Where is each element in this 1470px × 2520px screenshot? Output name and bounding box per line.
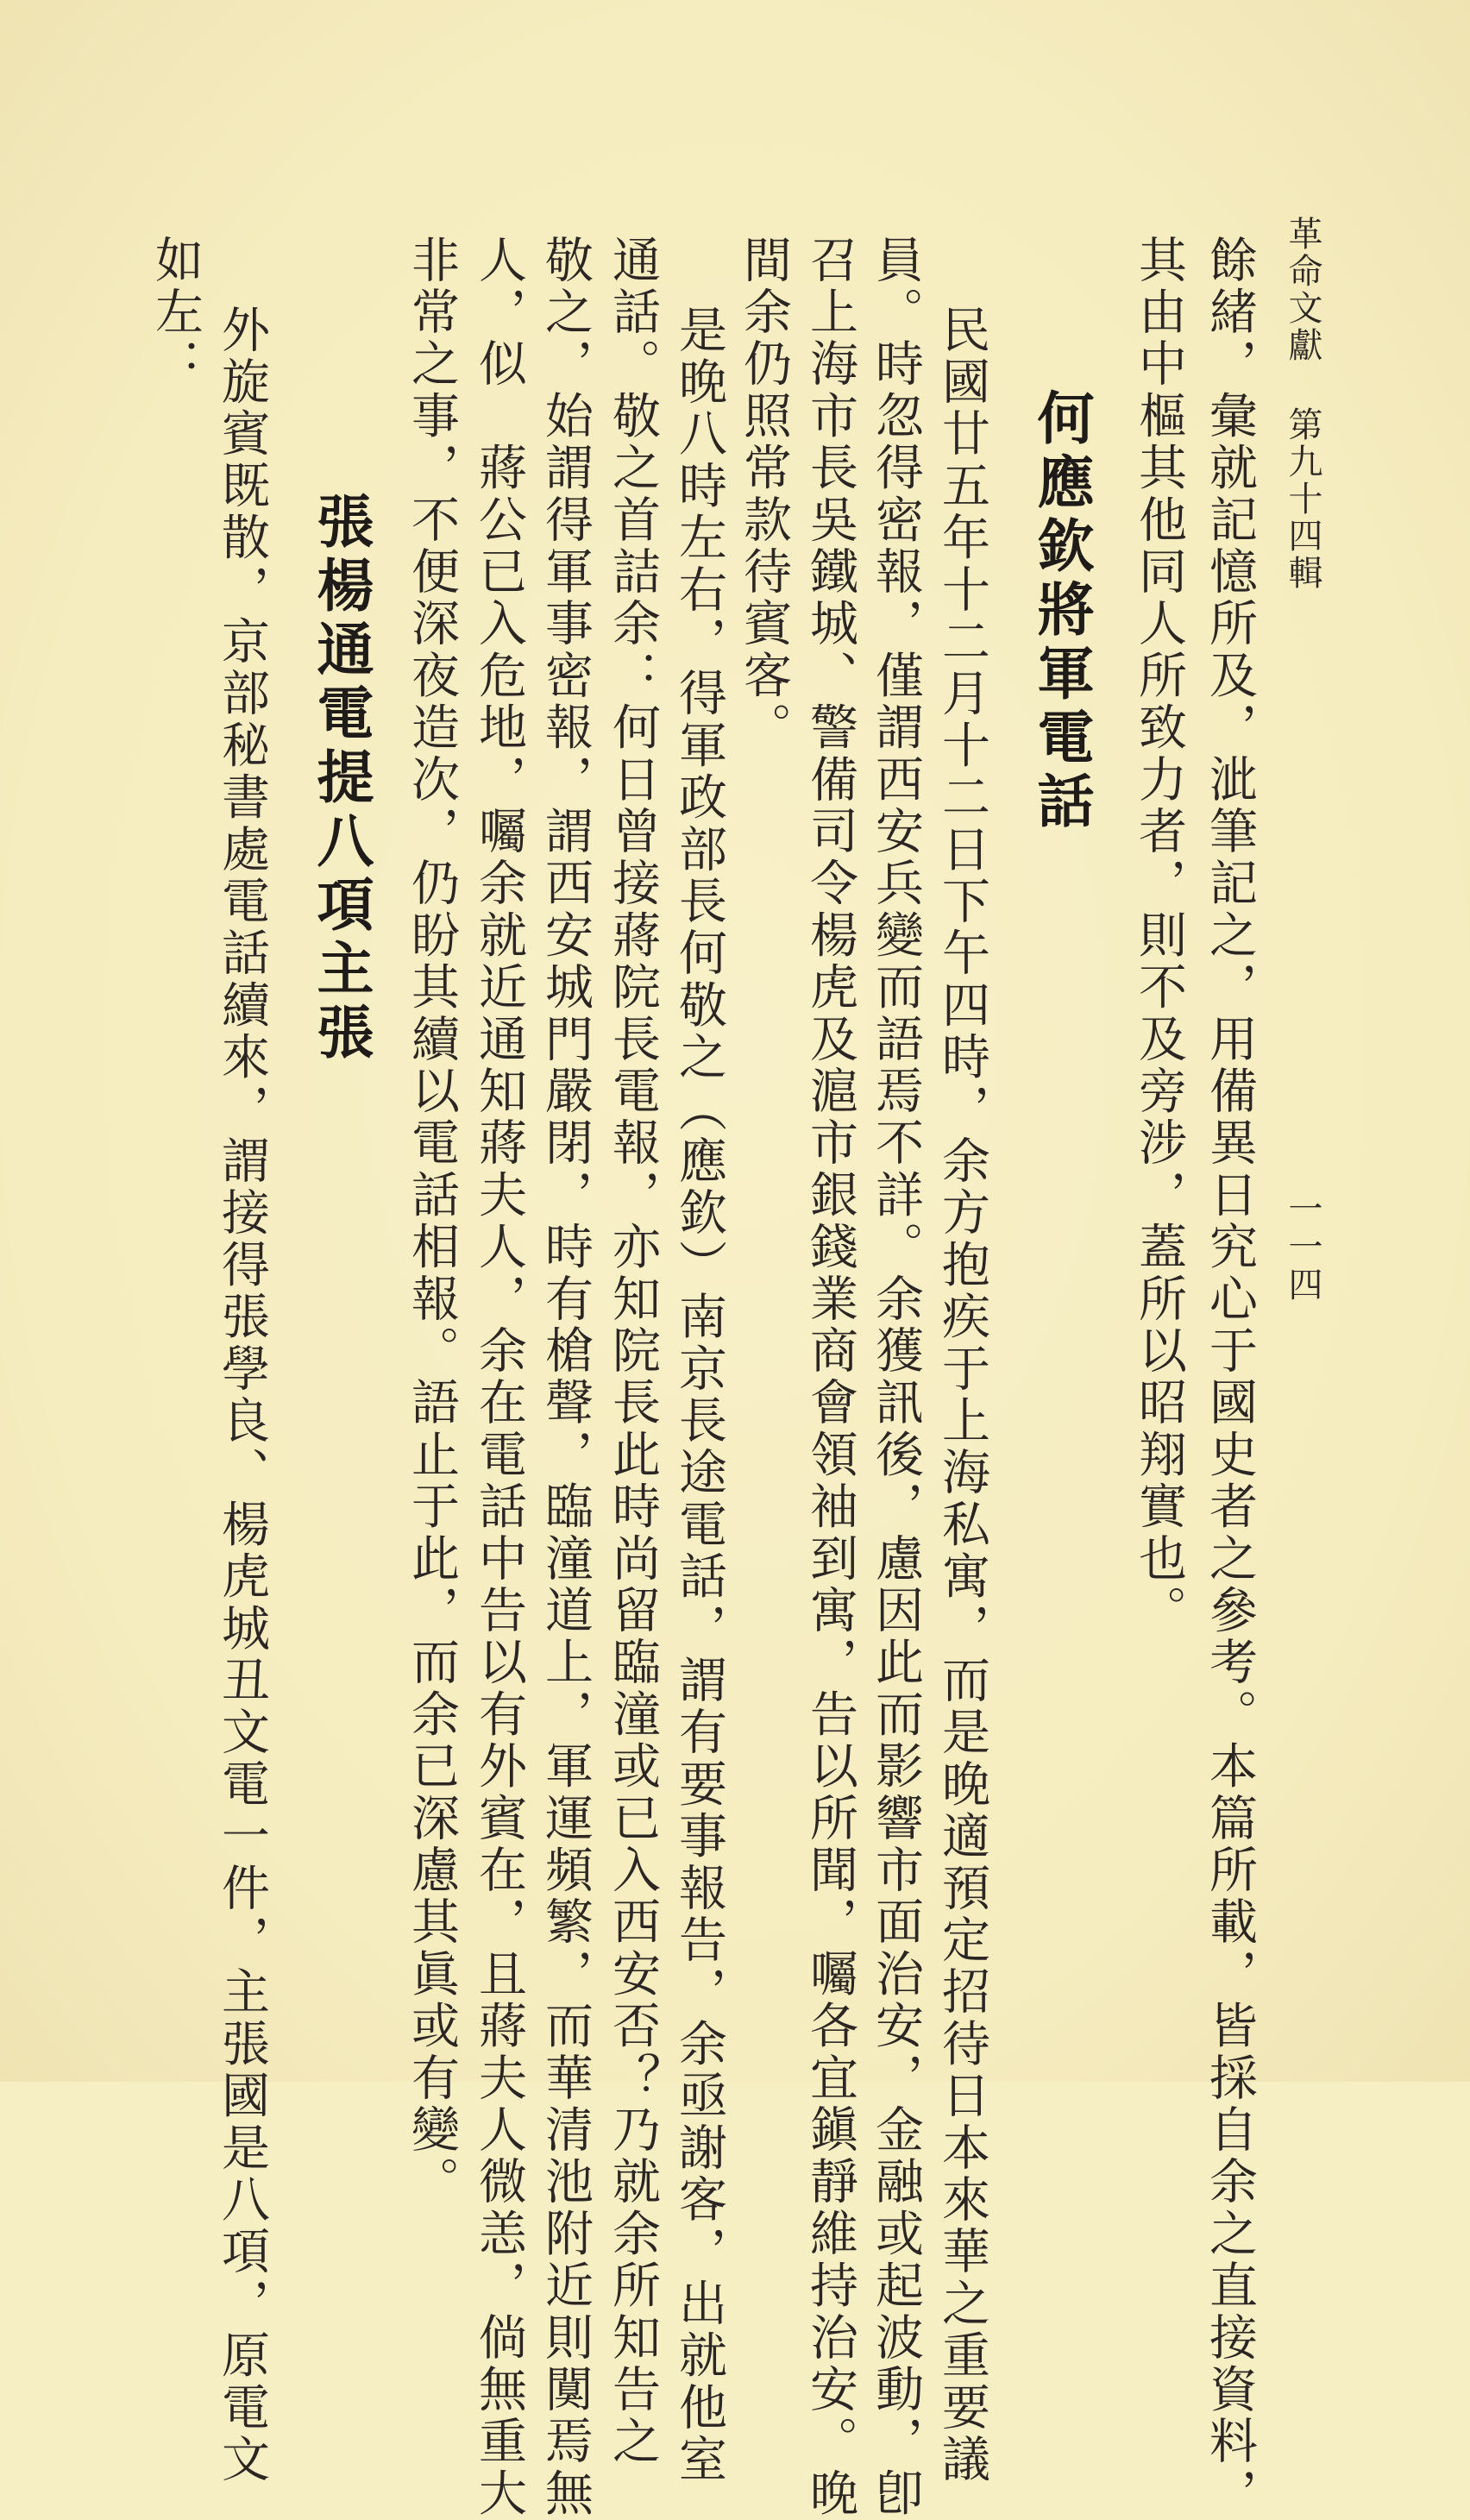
page-number: 一一四 bbox=[1283, 1191, 1322, 1304]
paragraph-line: 間余仍照常款待賓客。 bbox=[736, 235, 792, 754]
intro-line-2: 其由中樞其他同人所致力者，則不及旁涉，蓋所以昭翔實也。 bbox=[1131, 235, 1187, 1637]
paragraph-line: 是晚八時左右，得軍政部長何敬之（應欽）南京長途電話，謂有要事報告，余亟謝客，出就他室 bbox=[671, 305, 727, 2486]
paragraph-line: 人，似 蔣公已入危地，囑余就近通知蔣夫人，余在電話中告以有外賓在，且蔣夫人微恙，倘無重大 bbox=[471, 235, 527, 2520]
paragraph-line: 民國廿五年十二月十二日下午四時，余方抱疾于上海私寓，而是晚適預定招待日本來華之重要議 bbox=[934, 305, 990, 2486]
paragraph-line: 非常之事，不便深夜造次，仍盼其續以電話相報。語止于此，而余已深慮其眞或有變。 bbox=[404, 235, 460, 2209]
paragraph-line: 如左： bbox=[148, 235, 204, 391]
intro-line-1: 餘緒，彙就記憶所及，泚筆記之，用備異日究心于國史者之參考。本篇所載，皆採自余之直接資料， bbox=[1202, 235, 1258, 2520]
paragraph-line: 外旋賓既散，京部秘書處電話續來，謂接得張學良、楊虎城丑文電一件，主張國是八項，原電文 bbox=[214, 305, 270, 2486]
section-title-he-yingqin-call: 何應欽將軍電話 bbox=[1027, 388, 1095, 835]
paragraph-line: 敬之，始謂得軍事密報，謂西安城門嚴閉，時有槍聲，臨潼道上，軍運頻繁，而華清池附近則闃焉無 bbox=[537, 235, 594, 2520]
running-header: 革命文獻 第九十四輯 bbox=[1283, 216, 1322, 592]
paragraph-line: 召上海市長吳鐵城、警備司令楊虎及滬市銀錢業商會領袖到寓，告以所聞，囑各宜鎭靜維持治安。晚 bbox=[802, 235, 858, 2520]
paragraph-line: 通話。敬之首詰余：何日曾接蔣院長電報，亦知院長此時尚留臨潼或已入西安否？乃就余所知告之 bbox=[605, 235, 661, 2468]
paragraph-line: 員。時忽得密報，僅謂西安兵變而語焉不詳。余獲訊後，慮因此而影響市面治安，金融或起波動，卽 bbox=[868, 235, 924, 2520]
section-title-zhang-yang-telegram: 張楊通電提八項主張 bbox=[307, 492, 374, 1066]
